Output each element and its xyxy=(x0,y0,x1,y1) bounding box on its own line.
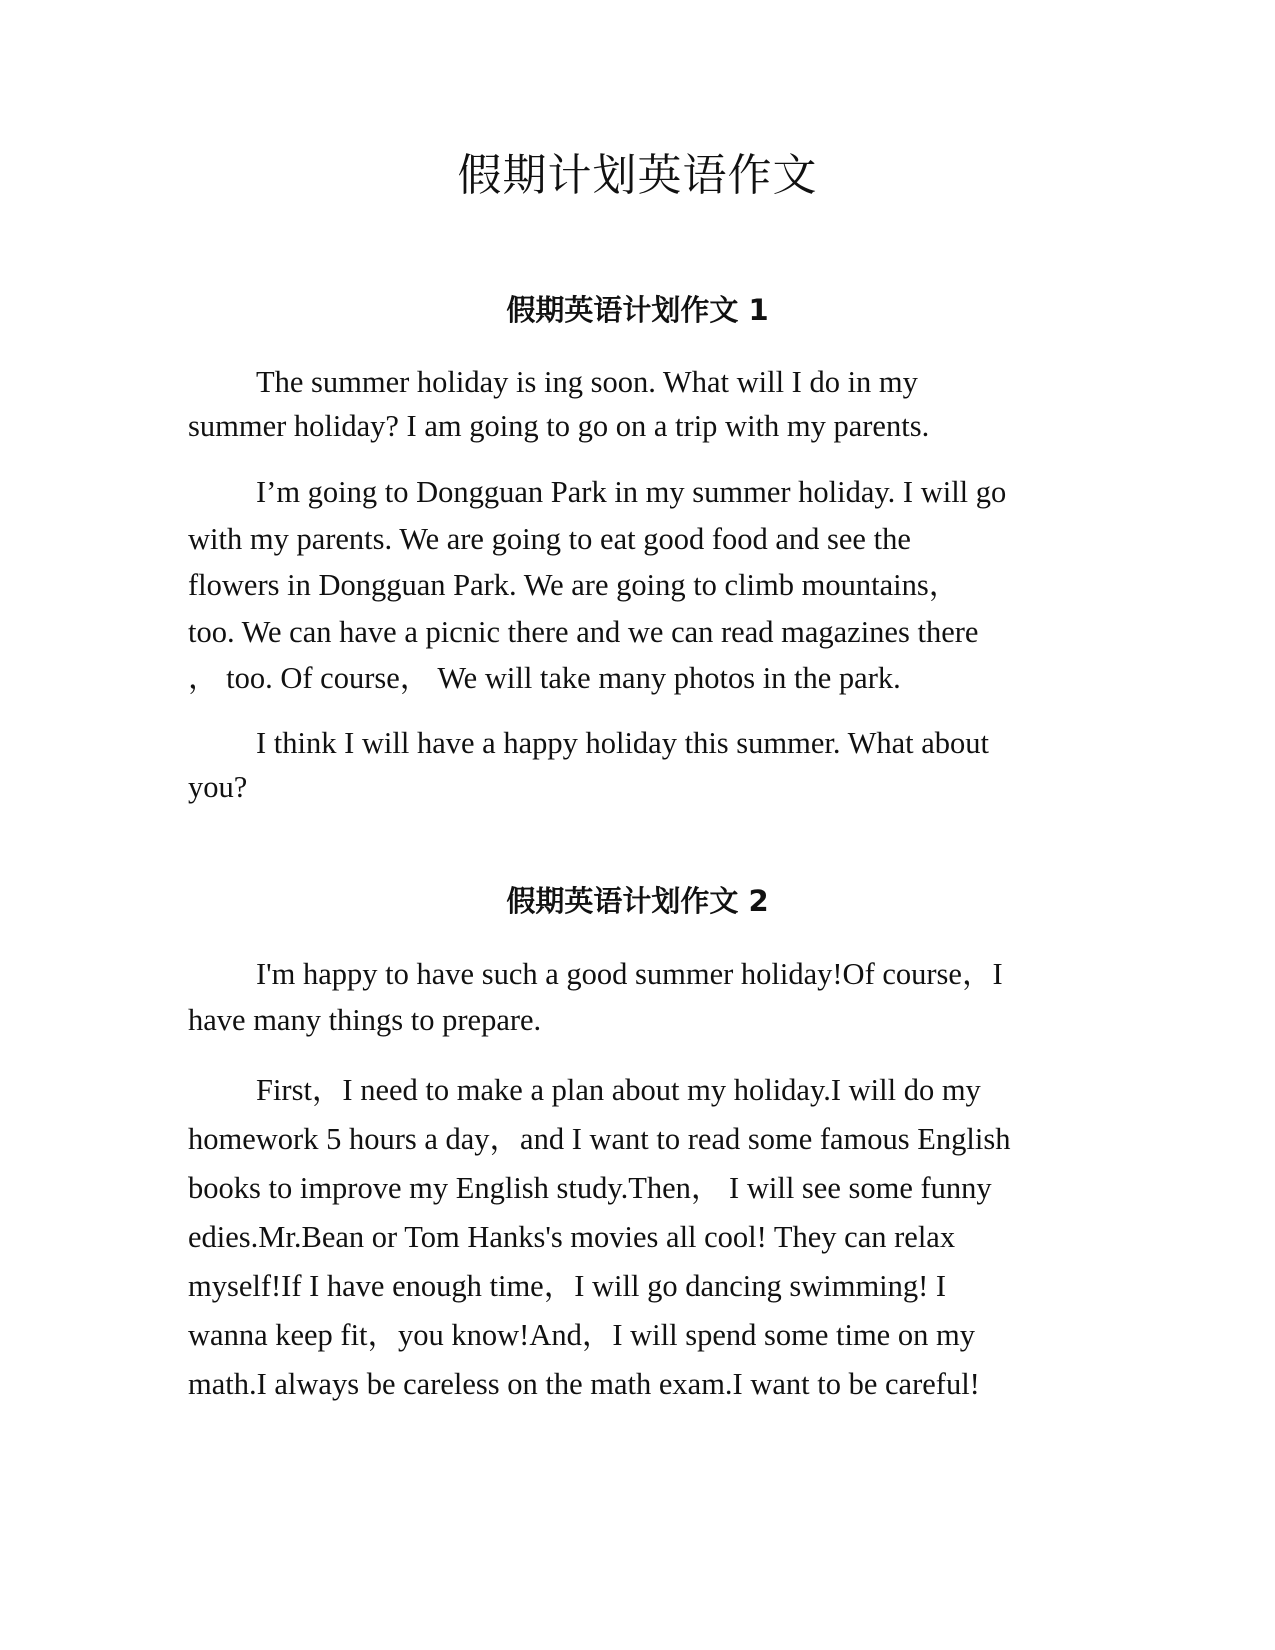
text-line: First，I need to make a plan about my holiday.I will do my xyxy=(256,1073,981,1107)
text-line: I'm happy to have such a good summer holiday!Of course，I xyxy=(256,957,1003,991)
text-line: I’m going to Dongguan Park in my summer holiday. I will go xyxy=(256,475,1007,509)
section-1-paragraph-3 xyxy=(188,721,1088,809)
text-line: with my parents. We are going to eat good food and see the xyxy=(188,521,911,556)
section-heading-1: 假期英语计划作文 1 xyxy=(506,293,769,327)
section-1-paragraph-1 xyxy=(188,360,1088,448)
text-line: flowers in Dongguan Park. We are going to climb mountains， xyxy=(188,568,960,602)
text-line: you? xyxy=(188,770,248,804)
text-line: have many things to prepare. xyxy=(188,1003,542,1037)
text-line: homework 5 hours a day，and I want to read some famous English xyxy=(188,1122,1011,1156)
text-line: The summer holiday is ing soon. What will I do in my xyxy=(256,365,918,399)
section-1-paragraph-2 xyxy=(188,469,1088,702)
document-title: 假期计划英语作文 xyxy=(457,150,818,201)
text-line: summer holiday? I am going to go on a trip with my parents. xyxy=(188,409,930,443)
text-line: math.I always be careless on the math exam.I want to be careful! xyxy=(188,1367,980,1401)
section-2-paragraph-1 xyxy=(188,951,1088,1043)
text-line: ， too. Of course， We will take many photos in the park. xyxy=(188,661,901,695)
text-line: edies.Mr.Bean or Tom Hanks's movies all cool! They can relax xyxy=(188,1220,956,1254)
section-2-paragraph-2 xyxy=(188,1066,1088,1409)
text-line: myself!If I have enough time，I will go dancing swimming! I xyxy=(188,1269,947,1303)
text-line: books to improve my English study.Then， I will see some funny xyxy=(188,1171,992,1205)
section-heading-2: 假期英语计划作文 2 xyxy=(506,884,769,918)
text-line: wanna keep fit，you know!And，I will spend some time on my xyxy=(188,1318,975,1352)
text-line: I think I will have a happy holiday this summer. What about xyxy=(256,726,989,760)
text-line: too. We can have a picnic there and we can read magazines there xyxy=(188,614,979,649)
